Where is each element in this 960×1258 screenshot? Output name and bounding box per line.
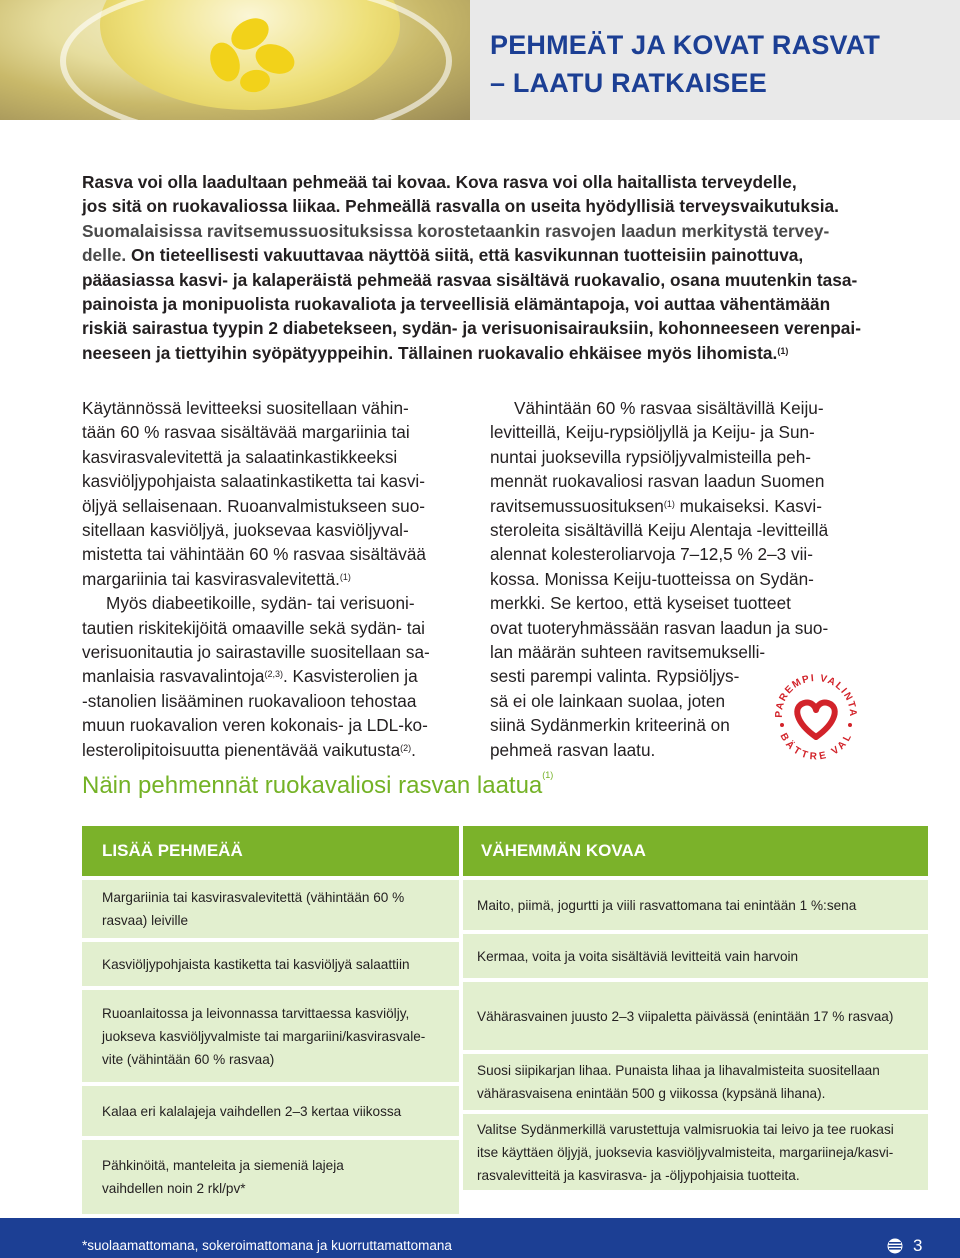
intro-paragraph: Rasva voi olla laadultaan pehmeää tai kovaa. Kova rasva voi olla haitallista terveydelle, jos sitä on ruokavaliossa liikaa. Pehmeällä rasvalla on useita hyödyllisiä terveysvaikutuksia. Suomalaisissa ravitsemussuosituksissa korostetaankin rasvojen laadun merkitystä tervey- delle. On tieteellisesti vakuuttavaa näyttöä siitä, että kasvikunnan tuotteisiin painottuva, pääasiassa kasvi- ja kalaperäistä pehmeää rasvaa sisältävä ruokavalio, osana muutenkin tasa- painoista ja monipuolista ruokavaliota ja terveellisiä elämäntapoja, voi auttaa vähentämään riskiä sairastua tyypin 2 diabetekseen, sydän- ja verisuonisairauksiin, kohonneeseen verenpai- neeseen ja tiettyihin syöpätyyppeihin. Tällainen ruokavalio ehkäisee myös lihomista.$^{(1)}$ [82,172,861,363]
table-cell-left: Margariinia tai kasvirasvalevitettä (vähintään 60 % rasvaa) leiville [82,880,459,938]
left-column-text: Käytännössä levitteeksi suositellaan vähin- tään 60 % rasvaa sisältävää margariinia tai kasvirasvalevitettä ja salaatinkastikkeeksi kasviöljypohjaista salaatinkastiketta tai kasvi- öljyä sellaisenaan. Ruoanvalmistukseen suo- sitellaan kasviöljyä, juoksevaa kasviöljyval- mistetta tai vähintään 60 % rasvaa sisältävää margariinia tai kasvirasvalevitettä.$^{(1)}$ Myös diabeetikoille, sydän- tai verisuoni- tautien riskitekijöitä omaaville sekä sydän- tai verisuonitautia jo sairastaville suositellaan sa- manlaisia rasvavalintoja$^{(2,3)}$. Kasvisterolien ja -stanolien lisääminen ruokavalioon tehostaa muun ruokavalion veren kokonais- ja LDL-ko- lesterolipitoisuutta pienentävää vaikutusta$^{(2)}$. [82,398,430,760]
right-column-text: Vähintään 60 % rasvaa sisältävillä Keiju- levitteillä, Keiju-rypsiöljyllä ja Keiju- ja Sun- nuntai juoksevilla rypsiöljyvalmisteilla peh- mennät ruokavaliosi rasvan laadun Suomen ravitsemussuosituksen$^{(1)}$ mukaiseksi. Kasvi- steroleita sisältävillä Keiju Alentaja -levitteillä alennat kolesteroliarvoja 7–12,5 % 2–3 vii- kossa. Monissa Keiju-tuotteissa on Sydän- merkki. Se kertoo, että kyseiset tuotteet ovat tuoteryhmässään rasvan laadun ja suo- lan määrän suhteen ravitsemukselli- sesti parempi valinta. Rypsiöljys- sä ei ole lainkaan suolaa, joten siinä Sydänmerkin kriteerinä on pehmeä rasvan laatu. [490,398,829,760]
table-cell-right: Suosi siipikarjan lihaa. Punaista lihaa ja lihavalmisteita suositellaan vähärasvaisena enintään 500 g viikossa (kypsänä lihana). [463,1054,928,1110]
table-cell-right: Valitse Sydänmerkillä varustettuja valmisruokia tai leivo ja tee ruokasi itse käyttäen öljyjä, juoksevia kasviöljyvalmisteita, margariineja/kasvi- rasvalevitteitä ja kasvirasva- ja -öljypohjaisia tuotteita. [463,1114,928,1190]
badge-top-text: PAREMPI VALINTA [773,672,859,718]
table-cell-right: Kermaa, voita ja voita sisältäviä levitteitä vain harvoin [463,934,928,978]
footer-note: *suolaamattomana, sokeroimattomana ja kuorruttamattomana [82,1238,452,1253]
brand-logo-icon [887,1238,903,1254]
table-header-more-soft: LISÄÄ PEHMEÄÄ [82,826,459,876]
table-cell-left: Kasviöljypohjaista kastiketta tai kasviöljyä salaattiin [82,942,459,986]
table-cell-right: Vähärasvainen juusto 2–3 viipaletta päivässä (enintään 17 % rasvaa) [463,982,928,1050]
header-photo-oil-bowl [0,0,470,120]
section-heading: Näin pehmennät ruokavaliosi rasvan laatua$^{(1)}$ [82,770,554,799]
heart-symbol-badge-icon [766,665,866,765]
table-cell-left: Kalaa eri kalalajeja vaihdellen 2–3 kertaa viikossa [82,1086,459,1136]
table-cell-right: Maito, piimä, jogurtti ja viili rasvattomana tai enintään 1 %:sena [463,880,928,930]
table-header-less-hard: VÄHEMMÄN KOVAA [459,826,928,876]
page-title: PEHMEÄT JA KOVAT RASVAT – LAATU RATKAISEE [490,30,881,98]
table-cell-left: Ruoanlaitossa ja leivonnassa tarvittaessa kasviöljy, juokseva kasviöljyvalmiste tai margariini/kasvirasvale- vite (vähintään 60 % rasvaa) [82,990,459,1082]
badge-bottom-text: BÄTTRE VAL [777,731,855,763]
table-cell-left: Pähkinöitä, manteleita ja siemeniä lajeja vaihdellen noin 2 rkl/pv* [82,1140,459,1214]
page-number: 3 [913,1236,923,1255]
